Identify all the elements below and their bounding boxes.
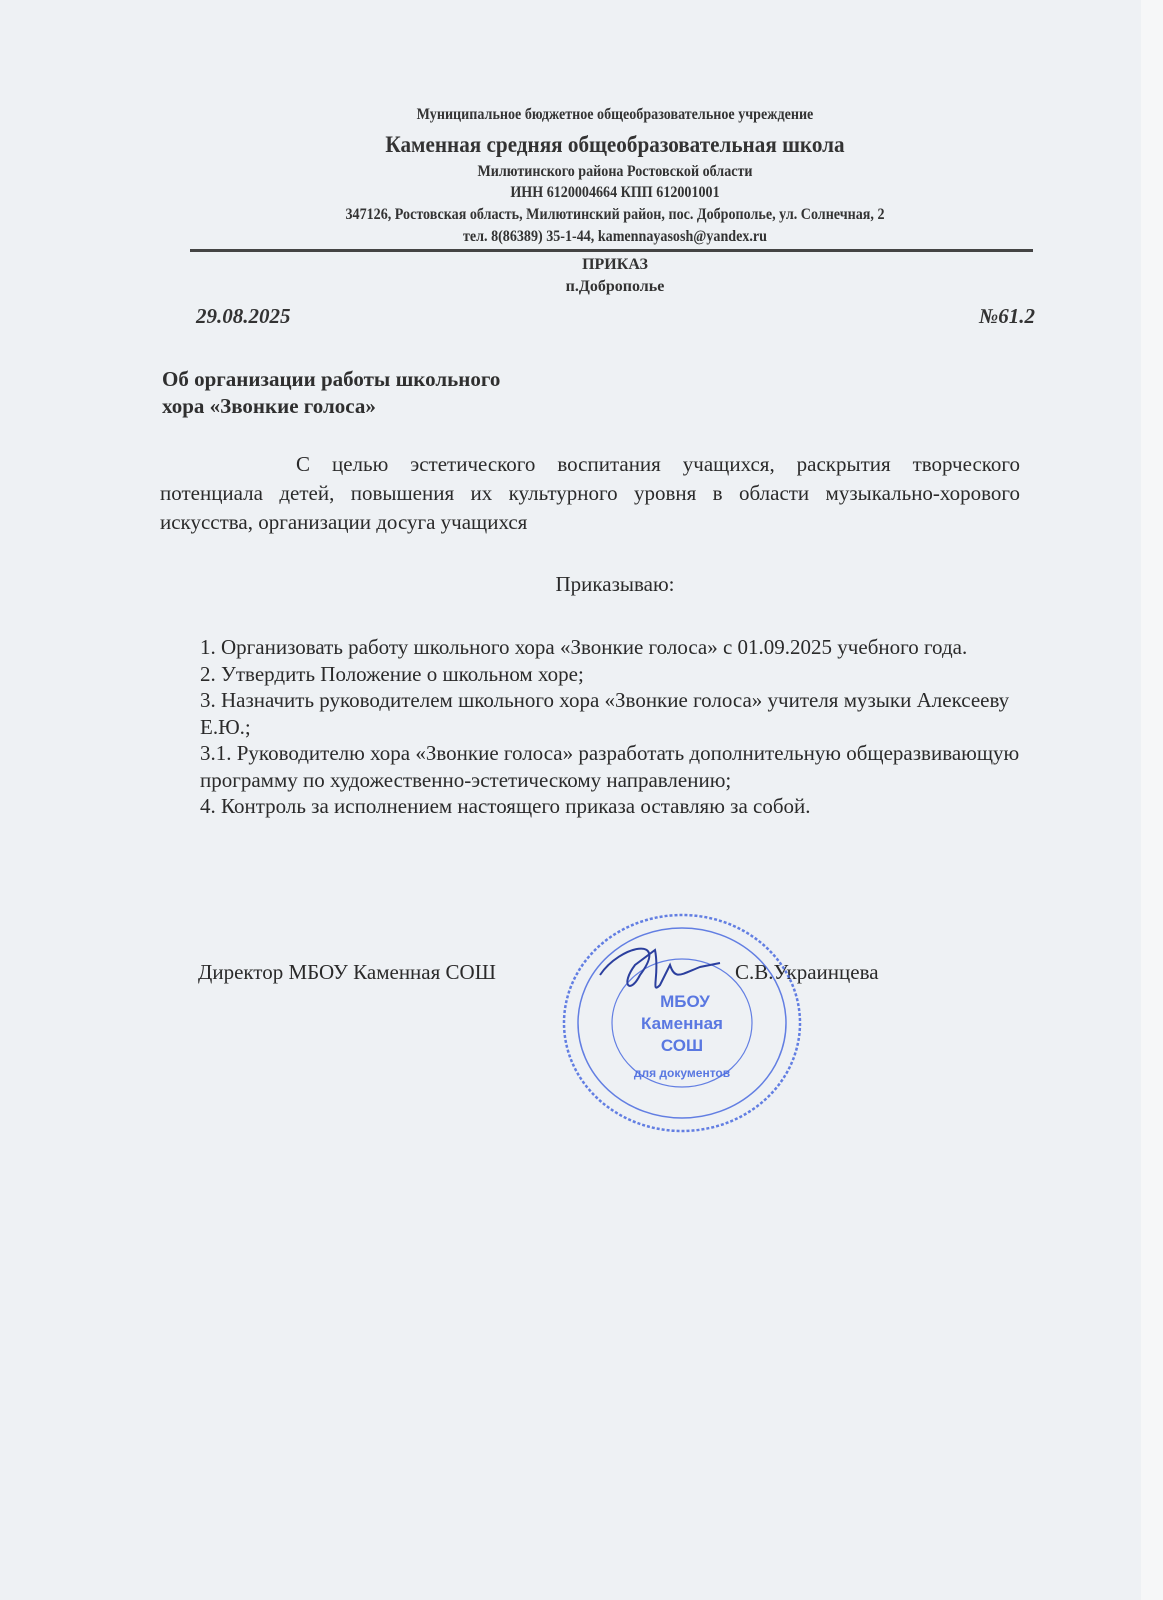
stamp-center-text: Каменная	[641, 1014, 723, 1033]
order-items	[200, 634, 1040, 820]
header-divider	[190, 249, 1033, 252]
order-word: Приказываю:	[555, 572, 675, 596]
order-item: 4. Контроль за исполнением настоящего приказа оставляю за собой.	[200, 794, 811, 818]
order-item: 2. Утвердить Положение о школьном хоре;	[200, 661, 584, 686]
stamp-bottom-text: для документов	[633, 1066, 731, 1080]
order-item: 3. Назначить руководителем школьного хора «Звонкие голоса» учителя музыки Алексееву Е.Ю.;	[200, 688, 1010, 739]
header-org-type: Муниципальное бюджетное общеобразовательное учреждение	[416, 106, 814, 123]
doc-date: 29.08.2025	[196, 304, 291, 328]
order-item: 1. Организовать работу школьного хора «Звонкие голоса» с 01.09.2025 учебного года.	[200, 635, 968, 659]
signature-scribble	[600, 949, 720, 988]
doc-title	[162, 366, 500, 420]
header-region: Милютинского района Ростовской области	[477, 163, 753, 180]
signer-name: С.В.Украинцева	[735, 960, 879, 984]
doc-place: п.Доброполье	[565, 278, 665, 295]
preamble: С целью эстетического воспитания учащихся, раскрытия творческого потенциала детей, повышения их культурного уровня в области музыкально-хорового искусства, организации досуга учащихся	[160, 452, 1020, 534]
order-item: 3.1. Руководителю хора «Звонкие голоса» разработать дополнительную общеразвивающую программу по художественно-эстетическому направлению;	[200, 741, 1020, 792]
title-line: хора «Звонкие голоса»	[162, 394, 376, 418]
title-line: Об организации работы школьного	[162, 367, 501, 391]
doc-number: №61.2	[979, 304, 1035, 328]
stamp-center-text: МБОУ	[660, 992, 710, 1011]
header-address: 347126, Ростовская область, Милютинский район, пос. Доброполье, ул. Солнечная, 2	[345, 206, 885, 223]
doc-type: ПРИКАЗ	[582, 256, 648, 273]
header-contacts: тел. 8(86389) 35-1-44, kamennayasosh@yandex.ru	[462, 228, 768, 245]
header-school-name: Каменная средняя общеобразовательная школа	[385, 132, 845, 157]
official-stamp	[560, 905, 810, 1135]
stamp-center-text: СОШ	[660, 1036, 704, 1055]
signer-position: Директор МБОУ Каменная СОШ	[198, 960, 496, 984]
header-ids: ИНН 6120004664 КПП 612001001	[510, 184, 720, 201]
